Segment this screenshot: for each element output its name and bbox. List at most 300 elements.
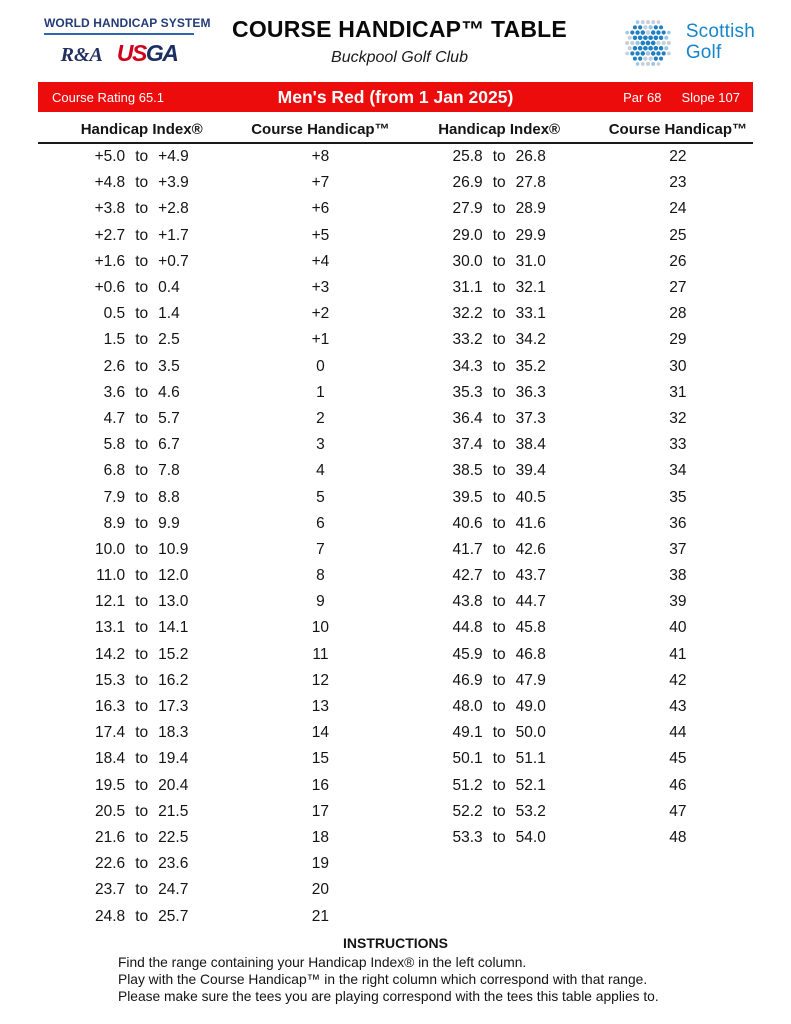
table-row bbox=[396, 563, 754, 589]
range-low-value: 14.2 bbox=[95, 645, 126, 663]
table-header-row bbox=[38, 121, 753, 144]
instructions-line-3: Please make sure the tees you are playing correspond with the tees this table applies to. bbox=[118, 989, 659, 1005]
range-high-value: 3.5 bbox=[158, 357, 180, 375]
range-low-value: 0.5 bbox=[103, 305, 126, 323]
table-row bbox=[396, 249, 754, 275]
handicap-index-range bbox=[396, 462, 603, 480]
range-low-value: 41.7 bbox=[452, 540, 483, 558]
course-handicap-value: 28 bbox=[669, 305, 687, 323]
course-handicap-value: 13 bbox=[311, 698, 330, 716]
range-separator: to bbox=[492, 200, 506, 218]
column-header-handicap-index-right: Handicap Index® bbox=[438, 121, 561, 138]
course-handicap-value: +6 bbox=[311, 200, 330, 218]
range-high-value: 27.8 bbox=[515, 174, 546, 192]
table-right-half bbox=[396, 144, 754, 851]
range-separator: to bbox=[135, 305, 149, 323]
course-handicap-value: 14 bbox=[311, 724, 330, 742]
range-separator: to bbox=[135, 279, 149, 297]
table-row bbox=[396, 223, 754, 249]
range-high-value: 12.0 bbox=[158, 567, 189, 585]
handicap-index-range bbox=[396, 829, 603, 847]
course-handicap-value: +1 bbox=[311, 331, 330, 349]
course-handicap-value: 18 bbox=[311, 828, 330, 846]
range-separator: to bbox=[135, 200, 149, 218]
range-low-value: 40.6 bbox=[452, 514, 483, 532]
table-row bbox=[396, 615, 754, 641]
whs-logo bbox=[44, 16, 211, 67]
range-separator: to bbox=[492, 698, 506, 716]
range-separator: to bbox=[135, 776, 149, 794]
course-handicap-value: 29 bbox=[669, 331, 687, 349]
range-low-value: 3.6 bbox=[103, 383, 126, 401]
handicap-index-range bbox=[38, 698, 245, 716]
scottish-golf-logo-text: Scottish Golf bbox=[685, 21, 755, 63]
range-low-value: +4.8 bbox=[94, 174, 126, 192]
course-handicap-value: +2 bbox=[311, 305, 330, 323]
range-high-value: 2.5 bbox=[158, 331, 180, 349]
course-handicap-value: +8 bbox=[311, 148, 330, 166]
handicap-index-range bbox=[396, 410, 603, 428]
range-high-value: +1.7 bbox=[158, 226, 189, 244]
course-handicap-value: 24 bbox=[669, 200, 687, 218]
scottish-golf-logo bbox=[605, 14, 755, 72]
handicap-index-range bbox=[396, 724, 603, 742]
handicap-index-range bbox=[38, 358, 245, 376]
range-separator: to bbox=[135, 252, 149, 270]
range-low-value: 45.9 bbox=[452, 645, 483, 663]
range-separator: to bbox=[492, 540, 506, 558]
course-handicap-value: 31 bbox=[669, 383, 687, 401]
handicap-index-range bbox=[38, 331, 245, 349]
handicap-index-range bbox=[38, 646, 245, 664]
course-handicap-value: 47 bbox=[669, 802, 687, 820]
range-low-value: +0.6 bbox=[94, 279, 126, 297]
range-separator: to bbox=[135, 436, 149, 454]
handicap-index-range bbox=[38, 672, 245, 690]
handicap-index-range bbox=[38, 227, 245, 245]
range-separator: to bbox=[135, 907, 149, 925]
handicap-index-range bbox=[396, 750, 603, 768]
range-high-value: 41.6 bbox=[515, 514, 546, 532]
range-low-value: 33.2 bbox=[452, 331, 483, 349]
range-separator: to bbox=[492, 593, 506, 611]
instructions-text bbox=[118, 954, 791, 1006]
range-separator: to bbox=[492, 226, 506, 244]
par-slope-group bbox=[623, 90, 740, 105]
handicap-index-range bbox=[396, 698, 603, 716]
range-high-value: 35.2 bbox=[515, 357, 546, 375]
course-handicap-value: 23 bbox=[669, 174, 687, 192]
range-separator: to bbox=[492, 619, 506, 637]
range-low-value: 37.4 bbox=[452, 436, 483, 454]
range-low-value: 27.9 bbox=[452, 200, 483, 218]
table-row bbox=[396, 432, 754, 458]
range-separator: to bbox=[135, 802, 149, 820]
course-handicap-value: +3 bbox=[311, 279, 330, 297]
table-row bbox=[38, 327, 396, 353]
handicap-index-range bbox=[396, 593, 603, 611]
course-handicap-value: 7 bbox=[316, 540, 325, 558]
course-handicap-value: 10 bbox=[311, 619, 330, 637]
handicap-index-range bbox=[38, 855, 245, 873]
instructions-section bbox=[0, 935, 791, 1006]
range-high-value: 45.8 bbox=[515, 619, 546, 637]
course-handicap-value: 0 bbox=[316, 357, 325, 375]
range-low-value: 13.1 bbox=[95, 619, 126, 637]
table-row bbox=[38, 851, 396, 877]
range-high-value: 46.8 bbox=[515, 645, 546, 663]
handicap-index-range bbox=[38, 279, 245, 297]
handicap-index-range bbox=[38, 410, 245, 428]
course-handicap-value: 33 bbox=[669, 436, 687, 454]
usga-logo bbox=[117, 40, 177, 67]
table-row bbox=[38, 615, 396, 641]
range-low-value: 46.9 bbox=[452, 671, 483, 689]
range-separator: to bbox=[492, 645, 506, 663]
handicap-index-range bbox=[38, 515, 245, 533]
handicap-index-range bbox=[38, 148, 245, 166]
range-separator: to bbox=[492, 174, 506, 192]
range-separator: to bbox=[135, 357, 149, 375]
range-low-value: 42.7 bbox=[452, 567, 483, 585]
course-handicap-value: 16 bbox=[311, 776, 330, 794]
whs-logo-text: WORLD HANDICAP SYSTEM bbox=[44, 16, 194, 35]
scottish-golf-globe-icon bbox=[619, 14, 677, 72]
course-handicap-value: 41 bbox=[669, 645, 687, 663]
range-low-value: 29.0 bbox=[452, 226, 483, 244]
range-low-value: 10.0 bbox=[95, 540, 126, 558]
course-rating-label: Course Rating 65.1 bbox=[52, 89, 165, 105]
handicap-index-range bbox=[396, 646, 603, 664]
handicap-index-range bbox=[38, 174, 245, 192]
handicap-index-range bbox=[38, 619, 245, 637]
range-low-value: 23.7 bbox=[95, 881, 126, 899]
range-separator: to bbox=[135, 828, 149, 846]
range-low-value: 18.4 bbox=[95, 750, 126, 768]
range-low-value: 52.2 bbox=[452, 802, 483, 820]
table-row bbox=[38, 301, 396, 327]
range-low-value: 25.8 bbox=[452, 148, 483, 166]
handicap-index-range bbox=[396, 384, 603, 402]
range-low-value: 35.3 bbox=[452, 383, 483, 401]
course-handicap-value: +5 bbox=[311, 226, 330, 244]
range-separator: to bbox=[135, 226, 149, 244]
course-handicap-value: 22 bbox=[669, 148, 687, 166]
course-handicap-value: 37 bbox=[669, 540, 687, 558]
range-high-value: 14.1 bbox=[158, 619, 189, 637]
course-handicap-value: 6 bbox=[316, 514, 325, 532]
range-separator: to bbox=[492, 671, 506, 689]
range-separator: to bbox=[492, 436, 506, 454]
table-row bbox=[38, 746, 396, 772]
course-handicap-value: 27 bbox=[669, 279, 687, 297]
range-low-value: 22.6 bbox=[95, 855, 126, 873]
range-high-value: 34.2 bbox=[515, 331, 546, 349]
range-low-value: 39.5 bbox=[452, 488, 483, 506]
table-row bbox=[396, 354, 754, 380]
range-separator: to bbox=[492, 252, 506, 270]
club-name: Buckpool Golf Club bbox=[331, 49, 468, 66]
range-low-value: 19.5 bbox=[95, 776, 126, 794]
table-row bbox=[38, 144, 396, 170]
table-left-half bbox=[38, 144, 396, 930]
table-row bbox=[38, 642, 396, 668]
table-row bbox=[396, 720, 754, 746]
handicap-index-range bbox=[38, 541, 245, 559]
course-handicap-value: 45 bbox=[669, 750, 687, 768]
range-high-value: 0.4 bbox=[158, 279, 180, 297]
handicap-index-range bbox=[38, 253, 245, 271]
range-separator: to bbox=[492, 331, 506, 349]
range-separator: to bbox=[135, 724, 149, 742]
range-separator: to bbox=[135, 540, 149, 558]
range-low-value: 2.6 bbox=[103, 357, 126, 375]
handicap-index-range bbox=[38, 462, 245, 480]
column-header-handicap-index-left: Handicap Index® bbox=[80, 121, 203, 138]
range-separator: to bbox=[135, 698, 149, 716]
course-handicap-value: 5 bbox=[316, 488, 325, 506]
handicap-index-range bbox=[396, 803, 603, 821]
table-row bbox=[396, 144, 754, 170]
range-low-value: 34.3 bbox=[452, 357, 483, 375]
course-handicap-value: 48 bbox=[669, 828, 687, 846]
table-row bbox=[396, 380, 754, 406]
range-high-value: 32.1 bbox=[515, 279, 546, 297]
range-separator: to bbox=[492, 828, 506, 846]
range-high-value: 37.3 bbox=[515, 409, 546, 427]
table-row bbox=[396, 301, 754, 327]
instructions-line-2: Play with the Course Handicap™ in the right column which correspond with that range. bbox=[118, 972, 648, 988]
range-high-value: 1.4 bbox=[158, 305, 180, 323]
page-header bbox=[0, 8, 791, 74]
range-high-value: 26.8 bbox=[515, 148, 546, 166]
handicap-index-range bbox=[396, 331, 603, 349]
range-low-value: 11.0 bbox=[96, 567, 126, 585]
table-body bbox=[38, 144, 753, 930]
page-title: COURSE HANDICAP™ TABLE bbox=[232, 16, 567, 42]
range-high-value: 36.3 bbox=[515, 383, 546, 401]
range-high-value: 21.5 bbox=[158, 802, 189, 820]
range-low-value: 48.0 bbox=[452, 698, 483, 716]
table-row bbox=[396, 458, 754, 484]
course-handicap-value: 39 bbox=[669, 593, 687, 611]
range-low-value: 16.3 bbox=[95, 698, 126, 716]
range-high-value: +2.8 bbox=[158, 200, 189, 218]
usga-logo-ga: GA bbox=[145, 40, 178, 66]
table-row bbox=[38, 537, 396, 563]
range-separator: to bbox=[492, 462, 506, 480]
range-high-value: 25.7 bbox=[158, 907, 189, 925]
table-row bbox=[38, 694, 396, 720]
range-high-value: 51.1 bbox=[515, 750, 546, 768]
table-row bbox=[396, 825, 754, 851]
course-handicap-value: 21 bbox=[311, 907, 330, 925]
table-row bbox=[38, 458, 396, 484]
title-block bbox=[194, 12, 605, 67]
range-separator: to bbox=[492, 567, 506, 585]
range-low-value: 5.8 bbox=[103, 436, 126, 454]
course-handicap-value: 40 bbox=[669, 619, 687, 637]
handicap-index-range bbox=[38, 305, 245, 323]
course-handicap-value: 15 bbox=[311, 750, 330, 768]
handicap-index-range bbox=[396, 777, 603, 795]
range-low-value: 32.2 bbox=[452, 305, 483, 323]
course-handicap-value: 3 bbox=[316, 436, 325, 454]
course-handicap-value: +7 bbox=[311, 174, 330, 192]
table-row bbox=[396, 746, 754, 772]
range-low-value: 8.9 bbox=[103, 514, 126, 532]
tee-banner bbox=[38, 82, 753, 112]
handicap-index-range bbox=[396, 174, 603, 192]
table-row bbox=[396, 589, 754, 615]
course-handicap-value: 30 bbox=[669, 357, 687, 375]
table-row bbox=[38, 799, 396, 825]
range-high-value: 6.7 bbox=[158, 436, 180, 454]
handicap-index-range bbox=[38, 489, 245, 507]
table-row bbox=[38, 877, 396, 903]
handicap-index-range bbox=[38, 384, 245, 402]
range-high-value: +4.9 bbox=[158, 148, 189, 166]
range-high-value: 4.6 bbox=[158, 383, 180, 401]
range-high-value: 47.9 bbox=[515, 671, 546, 689]
range-low-value: +5.0 bbox=[94, 148, 126, 166]
range-separator: to bbox=[492, 514, 506, 532]
range-high-value: 8.8 bbox=[158, 488, 180, 506]
course-handicap-value: 20 bbox=[311, 881, 330, 899]
handicap-index-range bbox=[38, 829, 245, 847]
course-handicap-value: 11 bbox=[312, 645, 329, 663]
instructions-line-1: Find the range containing your Handicap Index® in the left column. bbox=[118, 954, 527, 970]
course-handicap-value: 26 bbox=[669, 252, 687, 270]
range-separator: to bbox=[135, 148, 149, 166]
handicap-index-range bbox=[38, 908, 245, 926]
table-row bbox=[396, 694, 754, 720]
range-high-value: 24.7 bbox=[158, 881, 189, 899]
range-low-value: 51.2 bbox=[452, 776, 483, 794]
range-high-value: 42.6 bbox=[515, 540, 546, 558]
range-high-value: +3.9 bbox=[158, 174, 189, 192]
range-separator: to bbox=[135, 855, 149, 873]
range-separator: to bbox=[135, 619, 149, 637]
range-separator: to bbox=[135, 567, 149, 585]
course-handicap-value: 36 bbox=[669, 514, 687, 532]
range-low-value: 49.1 bbox=[452, 724, 483, 742]
course-handicap-value: 9 bbox=[316, 593, 325, 611]
usga-logo-us: US bbox=[116, 40, 146, 66]
range-high-value: 50.0 bbox=[515, 724, 546, 742]
range-low-value: 26.9 bbox=[452, 174, 483, 192]
range-separator: to bbox=[492, 776, 506, 794]
tee-title: Men's Red (from 1 Jan 2025) bbox=[277, 86, 514, 107]
table-row bbox=[396, 668, 754, 694]
range-low-value: 12.1 bbox=[95, 593, 126, 611]
course-handicap-value: 12 bbox=[311, 671, 330, 689]
table-row bbox=[38, 511, 396, 537]
range-low-value: 6.8 bbox=[103, 462, 126, 480]
range-low-value: 24.8 bbox=[95, 907, 126, 925]
handicap-index-range bbox=[396, 305, 603, 323]
range-high-value: 43.7 bbox=[515, 567, 546, 585]
handicap-index-range bbox=[38, 567, 245, 585]
handicap-index-range bbox=[396, 436, 603, 454]
range-low-value: 31.1 bbox=[452, 279, 483, 297]
range-separator: to bbox=[135, 671, 149, 689]
table-row bbox=[38, 380, 396, 406]
range-separator: to bbox=[135, 331, 149, 349]
course-handicap-value: 35 bbox=[669, 488, 687, 506]
handicap-index-range bbox=[38, 803, 245, 821]
table-row bbox=[396, 537, 754, 563]
range-high-value: 15.2 bbox=[158, 645, 189, 663]
table-row bbox=[38, 196, 396, 222]
table-row bbox=[38, 720, 396, 746]
range-high-value: 23.6 bbox=[158, 855, 189, 873]
range-low-value: +2.7 bbox=[94, 226, 126, 244]
range-high-value: 22.5 bbox=[158, 828, 189, 846]
range-low-value: 15.3 bbox=[95, 671, 126, 689]
table-row bbox=[38, 406, 396, 432]
handicap-index-range bbox=[396, 672, 603, 690]
range-high-value: 31.0 bbox=[515, 252, 546, 270]
range-separator: to bbox=[492, 409, 506, 427]
range-high-value: 20.4 bbox=[158, 776, 189, 794]
course-handicap-value: 46 bbox=[669, 776, 687, 794]
range-high-value: 38.4 bbox=[515, 436, 546, 454]
par-label: Par 68 bbox=[623, 89, 662, 105]
course-handicap-value: 4 bbox=[316, 462, 325, 480]
table-row bbox=[396, 196, 754, 222]
handicap-index-range bbox=[396, 200, 603, 218]
range-separator: to bbox=[492, 383, 506, 401]
range-high-value: 40.5 bbox=[515, 488, 546, 506]
range-low-value: 50.1 bbox=[452, 750, 483, 768]
table-row bbox=[38, 773, 396, 799]
range-low-value: 20.5 bbox=[95, 802, 126, 820]
range-low-value: +1.6 bbox=[94, 252, 126, 270]
table-row bbox=[38, 223, 396, 249]
range-high-value: 17.3 bbox=[158, 698, 189, 716]
table-row bbox=[396, 511, 754, 537]
course-handicap-value: 1 bbox=[316, 383, 325, 401]
range-high-value: 5.7 bbox=[158, 409, 180, 427]
range-separator: to bbox=[135, 383, 149, 401]
range-separator: to bbox=[492, 305, 506, 323]
range-high-value: 10.9 bbox=[158, 540, 189, 558]
range-separator: to bbox=[492, 724, 506, 742]
range-separator: to bbox=[135, 174, 149, 192]
table-row bbox=[38, 275, 396, 301]
range-low-value: 1.5 bbox=[103, 331, 126, 349]
table-row bbox=[38, 249, 396, 275]
range-separator: to bbox=[492, 802, 506, 820]
table-row bbox=[38, 354, 396, 380]
instructions-title: INSTRUCTIONS bbox=[343, 934, 448, 951]
range-high-value: 9.9 bbox=[158, 514, 180, 532]
handicap-index-range bbox=[38, 881, 245, 899]
range-high-value: 52.1 bbox=[515, 776, 546, 794]
table-row bbox=[38, 484, 396, 510]
table-row bbox=[38, 589, 396, 615]
range-high-value: 49.0 bbox=[515, 698, 546, 716]
range-low-value: 43.8 bbox=[452, 593, 483, 611]
range-high-value: +0.7 bbox=[158, 252, 189, 270]
range-high-value: 16.2 bbox=[158, 671, 189, 689]
range-low-value: 21.6 bbox=[95, 828, 126, 846]
range-high-value: 7.8 bbox=[158, 462, 180, 480]
handicap-index-range bbox=[396, 541, 603, 559]
table-row bbox=[38, 903, 396, 929]
range-separator: to bbox=[492, 279, 506, 297]
